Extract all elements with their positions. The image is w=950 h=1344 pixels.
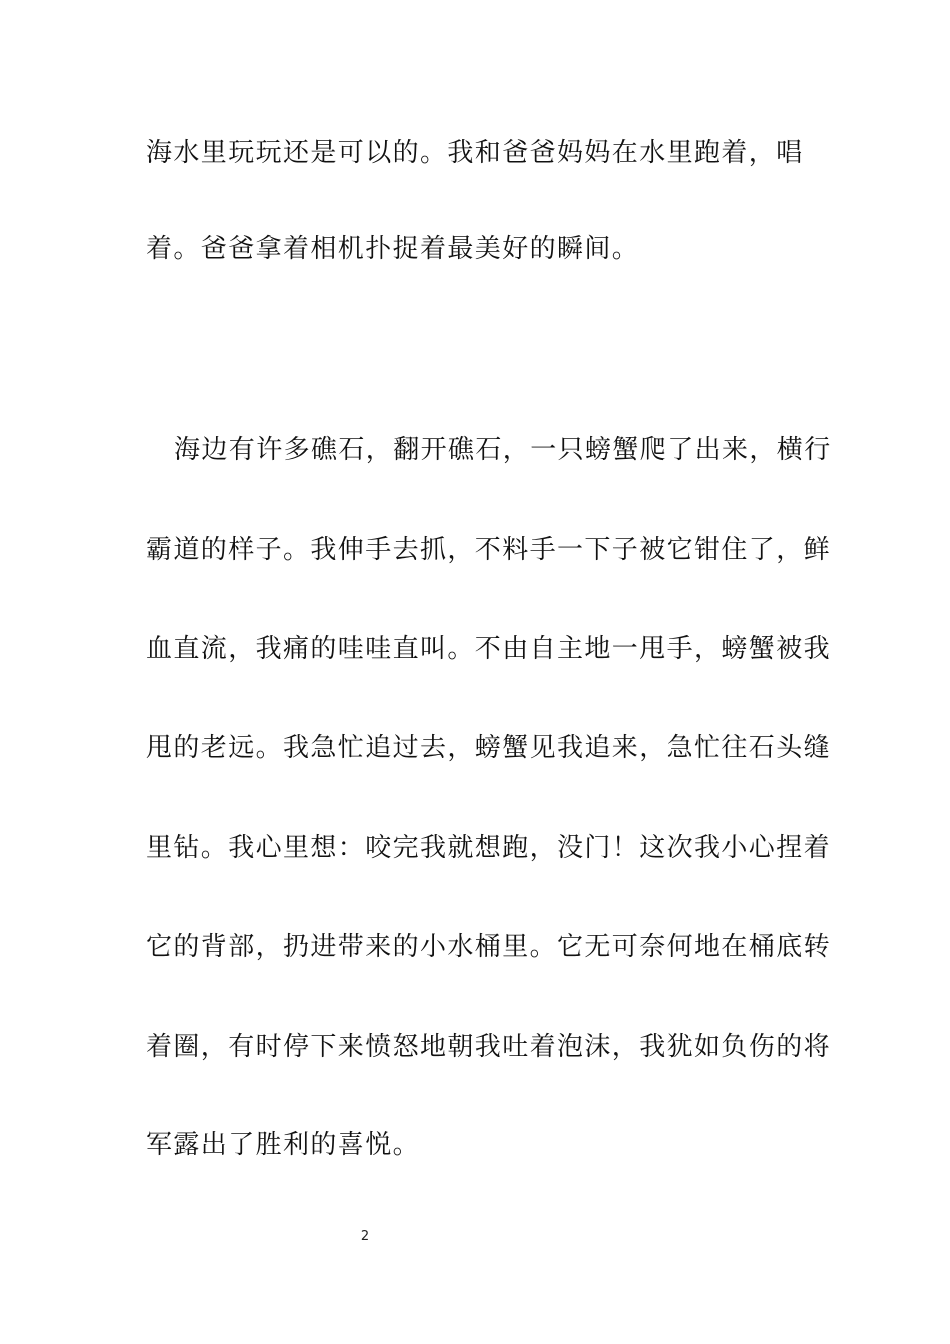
paragraph-2-line-3: 血直流，我痛的哇哇直叫。不由自主地一甩手，螃蟹被我 (146, 634, 832, 664)
paragraph-2-line-6: 它的背部，扔进带来的小水桶里。它无可奈何地在桶底转 (146, 932, 832, 962)
paragraph-2-line-8: 军露出了胜利的喜悦。 (146, 1130, 421, 1160)
paragraph-2-line-4: 甩的老远。我急忙追过去，螃蟹见我追来，急忙往石头缝 (146, 733, 832, 763)
paragraph-2-line-7: 着圈，有时停下来愤怒地朝我吐着泡沫，我犹如负伤的将 (146, 1032, 832, 1062)
paragraph-2-line-2: 霸道的样子。我伸手去抓，不料手一下子被它钳住了，鲜 (146, 535, 832, 565)
paragraph-1-line-2: 着。爸爸拿着相机扑捉着最美好的瞬间。 (146, 234, 640, 264)
page-number: 2 (360, 1229, 370, 1244)
paragraph-2-line-5: 里钻。我心里想：咬完我就想跑，没门！这次我小心捏着 (146, 833, 832, 863)
paragraph-2-line-1: 海边有许多礁石，翻开礁石，一只螃蟹爬了出来，横行 (174, 435, 832, 465)
paragraph-1-line-1: 海水里玩玩还是可以的。我和爸爸妈妈在水里跑着，唱 (146, 138, 804, 168)
